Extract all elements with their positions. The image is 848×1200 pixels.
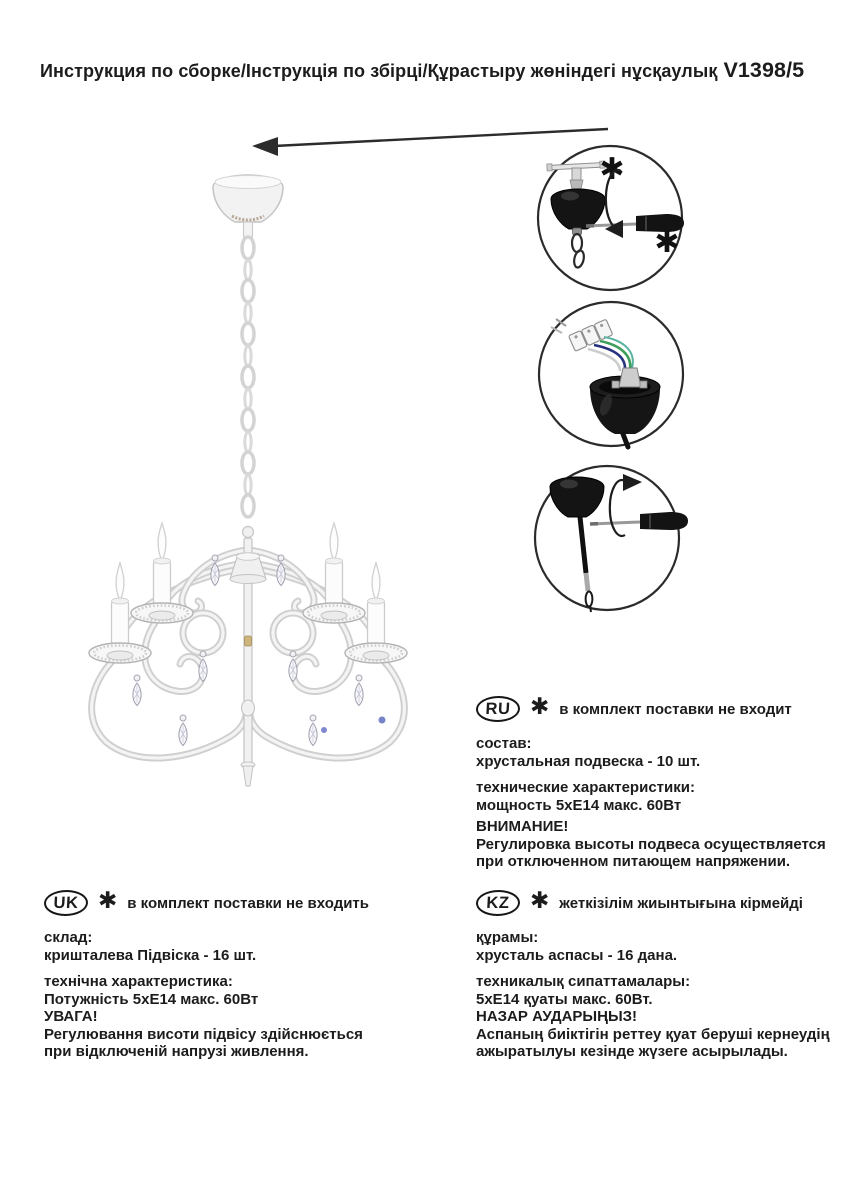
section-ru-body [476, 735, 846, 871]
not-included-note: жеткізілім жиынтығына кірмейді [559, 894, 803, 912]
warning-text: при відключеній напрузі живлення. [44, 1043, 309, 1060]
asterisk-icon: ✱ [599, 152, 625, 187]
warning-text: Аспаның биіктігін реттеу қуат беруші кернеудің [476, 1025, 830, 1043]
step-1-diagram [538, 146, 684, 290]
asterisk-icon: ✱ [654, 225, 680, 260]
specs-value: 5хЕ14 қуаты макс. 60Вт. [476, 990, 653, 1008]
section-uk [34, 890, 414, 1061]
composition-label: состав: [476, 735, 532, 752]
composition-label: склад: [44, 929, 93, 946]
section-ru [466, 696, 846, 871]
hanging-chain [242, 237, 254, 538]
center-column [230, 538, 266, 786]
title-text: Инструкция по сборке/Інструкція по збірці/Құрастыру жөніндегі нұсқаулық [40, 61, 718, 81]
ru-badge: RU [475, 696, 520, 722]
section-uk-body [44, 929, 414, 1061]
warning-title: ВНИМАНИЕ! [476, 818, 569, 835]
specs-label: техникалық сипаттамалары: [476, 973, 691, 990]
composition-value: хрустальная подвеска - 10 шт. [476, 752, 701, 770]
section-kz-body [476, 929, 846, 1061]
composition-label: құрамы: [476, 929, 539, 946]
warning-title: УВАГА! [44, 1008, 98, 1025]
page-title [40, 58, 804, 83]
uk-badge: UK [43, 890, 88, 916]
specs-value: мощность 5хЕ14 макс. 60Вт [476, 796, 682, 814]
not-included-note: в комплект поставки не входить [127, 894, 370, 912]
step-3-diagram [535, 466, 688, 612]
asterisk-icon: ✱ [530, 694, 550, 720]
assembly-step-diagrams [520, 135, 705, 615]
specs-label: технічна характеристика: [44, 973, 233, 990]
composition-value: кришталева Підвіска - 16 шт. [44, 946, 257, 964]
warning-text: ажыратылуы кезінде жүзеге асырылады. [476, 1043, 788, 1060]
kz-badge: KZ [475, 890, 520, 916]
asterisk-icon: ✱ [530, 888, 550, 914]
not-included-note: в комплект поставки не входит [559, 700, 792, 718]
asterisk-icon: ✱ [98, 888, 118, 914]
section-kz-header [476, 890, 846, 916]
section-ru-header [476, 696, 846, 722]
chandelier-photo [40, 120, 460, 800]
ceiling-canopy [213, 175, 283, 237]
warning-title: НАЗАР АУДАРЫҢЫЗ! [476, 1008, 638, 1025]
specs-label: технические характеристики: [476, 779, 695, 796]
hook-fitting [572, 168, 581, 180]
section-uk-header [44, 890, 414, 916]
section-kz [466, 890, 846, 1061]
warning-text: Регулювання висоти підвісу здійснюється [44, 1025, 363, 1043]
model-number: V1398/5 [723, 58, 805, 82]
composition-value: хрусталь аспасы - 16 дана. [476, 946, 678, 964]
warning-text: при отключенном питающем напряжении. [476, 853, 791, 870]
specs-value: Потужність 5хЕ14 макс. 60Вт [44, 990, 259, 1008]
warning-text: Регулировка высоты подвеса осуществляется [476, 835, 826, 853]
step-2-diagram [539, 302, 683, 447]
